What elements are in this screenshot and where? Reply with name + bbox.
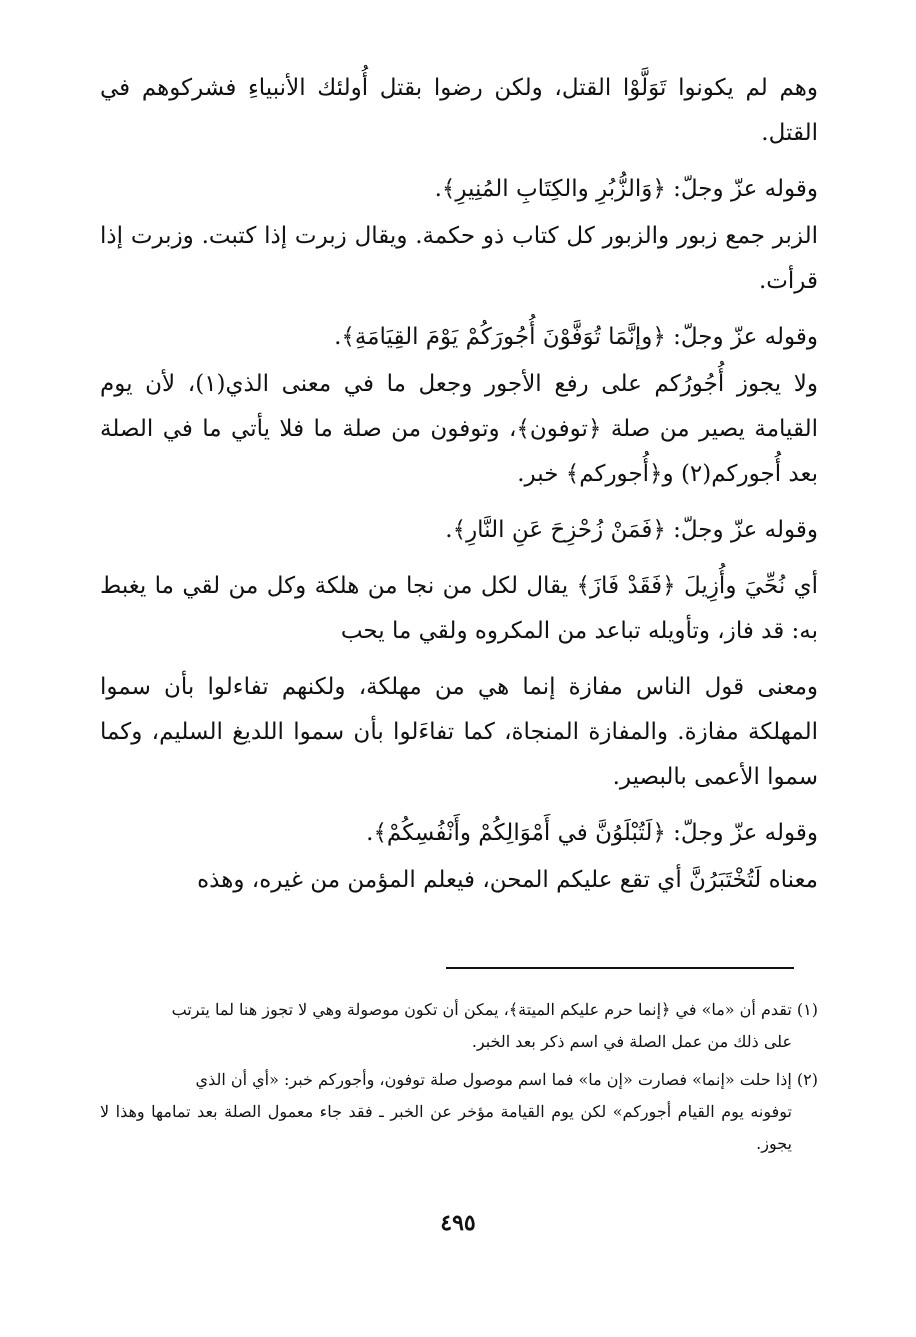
footnote-divider <box>446 967 794 969</box>
paragraph-8: ومعنى قول الناس مفازة إنما هي من مهلكة، ولكنهم تفاءلوا بأن سموا المهلكة مفازة. والمفازة المنجاة، كما تفاءَلوا بأن سموا اللديغ السليم، وكما سموا الأعمى بالبصير. <box>100 674 818 790</box>
paragraph-1: وهم لم يكونوا تَوَلَّوْا القتل، ولكن رضوا بقتل أُولئك الأنبياءِ فشركوهم في القتل. <box>100 75 818 146</box>
footnotes <box>100 994 818 1166</box>
paragraph-9: وقوله عزّ وجلّ: ﴿لَتُبْلَوُنَّ في أَمْوَالِكُمْ وأَنْفُسِكُمْ﴾. <box>366 820 818 846</box>
footnote-2 <box>100 1064 818 1160</box>
footnote-number: (١) <box>796 1000 818 1019</box>
footnote-text: تقدم أن «ما» في ﴿إنما حرم عليكم الميتة﴾، يمكن أن تكون موصولة وهي لا تجوز هنا لما يترتب <box>171 1000 792 1019</box>
main-text <box>100 66 818 914</box>
paragraph-10: معناه لَتُخْتَبَرُنَّ أي تقع عليكم المحن، فيعلم المؤمن من غيره، وهذه <box>197 867 818 893</box>
paragraph-3: الزبر جمع زبور والزبور كل كتاب ذو حكمة. ويقال زبرت إذا كتبت. وزبرت إذا قرأت. <box>100 223 818 294</box>
footnote-text-continued: توفونه يوم القيام أجوركم» لكن يوم القيامة مؤخر عن الخبر ـ فقد جاء معمول الصلة بعد تمامها وهذا لا يجوز. <box>100 1102 792 1153</box>
paragraph-2: وقوله عزّ وجلّ: ﴿وَالزُّبُرِ والكِتَابِ المُنِيرِ﴾. <box>434 176 818 202</box>
footnote-text: إذا حلت «إنما» فصارت «إن ما» فما اسم موصول صلة توفون، وأجوركم خبر: «أي أن الذي <box>195 1070 792 1089</box>
paragraph-6: وقوله عزّ وجلّ: ﴿فَمَنْ زُحْزِحَ عَنِ النَّارِ﴾. <box>445 517 818 543</box>
page-number: ٤٩٥ <box>440 1210 476 1236</box>
paragraph-5: ولا يجوز أُجُورُكم على رفع الأجور وجعل ما في معنى الذي(١)، لأن يوم القيامة يصير من صلة ﴿توفون﴾، وتوفون من صلة ما فلا يأتي ما في الصلة بعد أُجوركم(٢) و﴿أُجوركم﴾ خبر. <box>100 371 818 487</box>
paragraph-4: وقوله عزّ وجلّ: ﴿وإنَّمَا تُوَفَّوْنَ أُجُورَكُمْ يَوْمَ القِيَامَةِ﴾. <box>334 324 818 350</box>
footnote-number: (٢) <box>796 1070 818 1089</box>
paragraph-7: أي نُحِّيَ وأُزِيلَ ﴿فَقَدْ فَازَ﴾ يقال لكل من نجا من هلكة وكل من لقي ما يغبط به: قد فاز، وتأويله تباعد من المكروه ولقي ما يحب <box>100 573 818 644</box>
footnote-text-continued: على ذلك من عمل الصلة في اسم ذكر بعد الخبر. <box>471 1032 792 1051</box>
footnote-1 <box>100 994 818 1058</box>
